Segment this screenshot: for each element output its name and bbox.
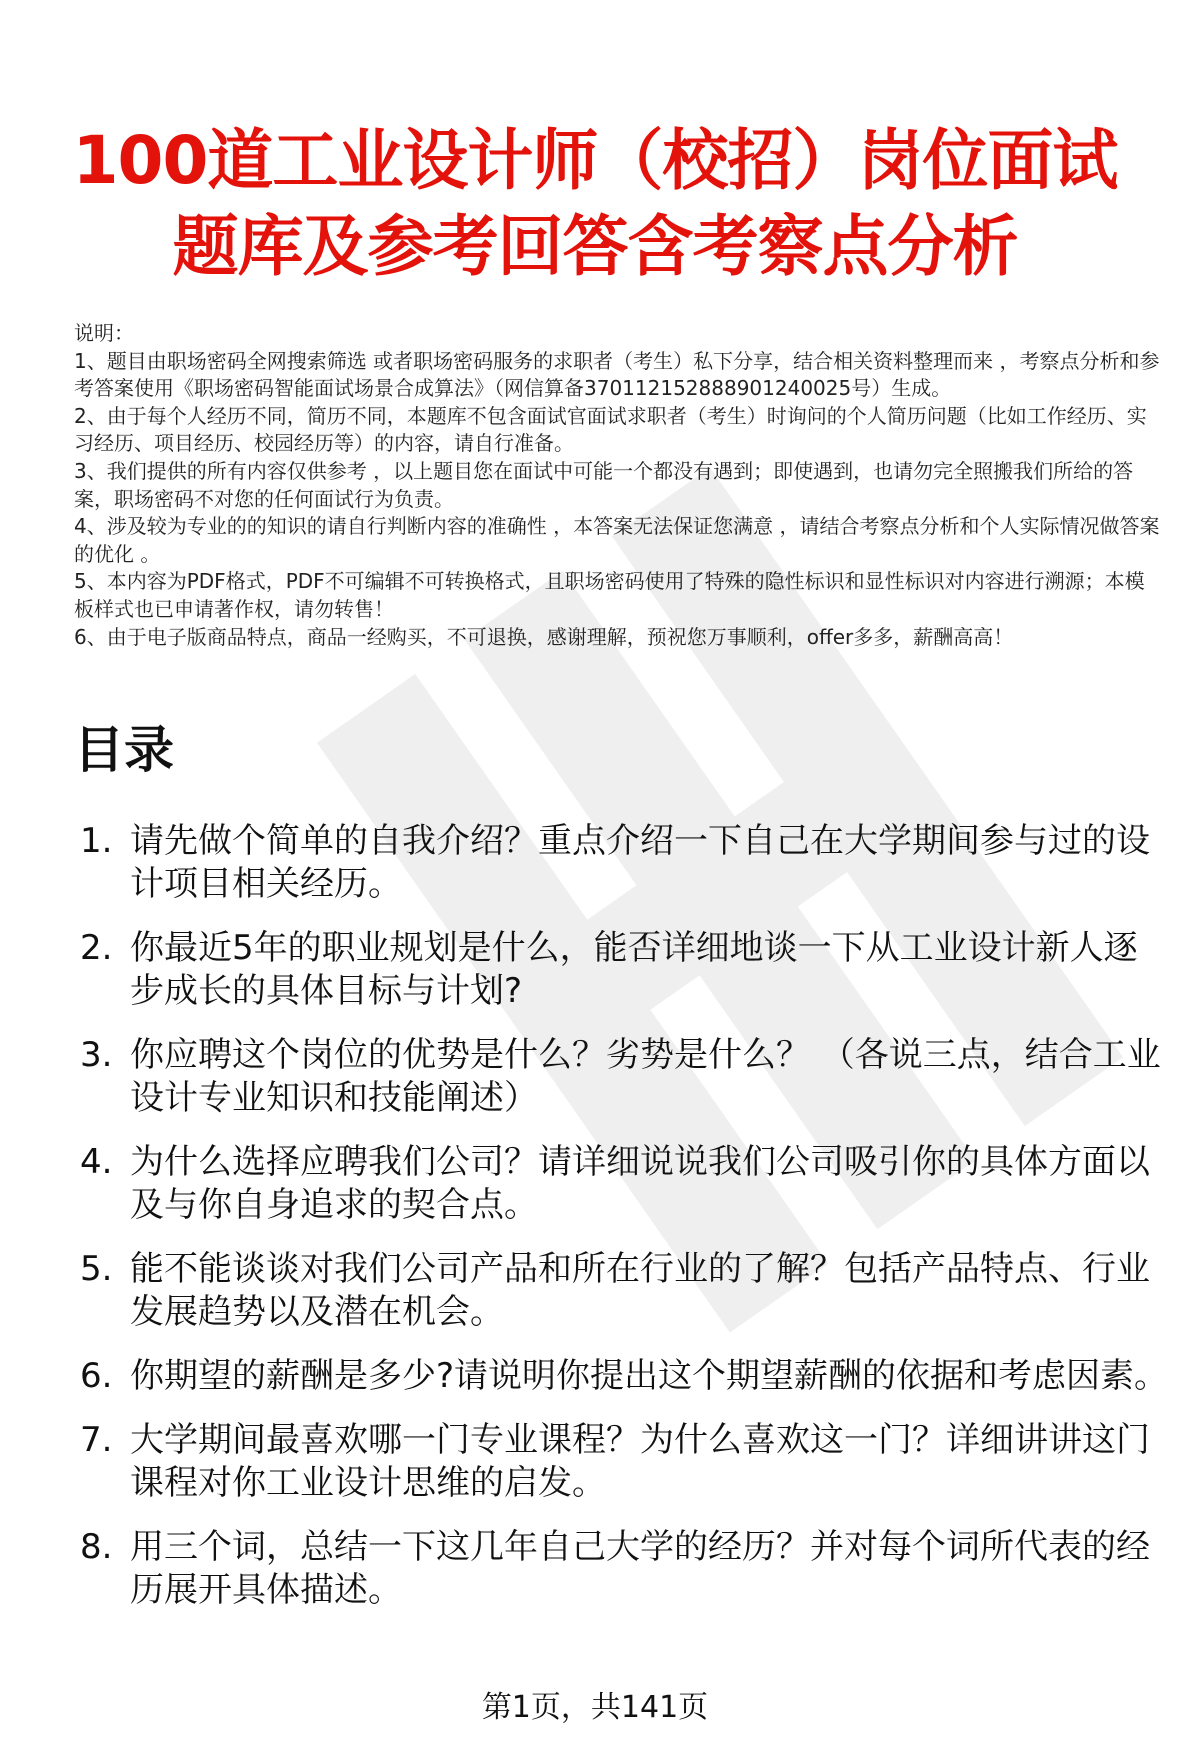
toc-item-text: 请先做个简单的自我介绍？重点介绍一下自己在大学期间参与过的设计项目相关经历。 (130, 821, 1150, 904)
toc-heading: 目录 (74, 721, 174, 779)
toc-item[interactable] (74, 927, 1170, 1013)
toc-item-number: 5. (80, 1249, 113, 1289)
toc-item-text: 能不能谈谈对我们公司产品和所在行业的了解？包括产品特点、行业发展趋势以及潜在机会。 (130, 1249, 1150, 1332)
notes-item: 2、由于每个人经历不同，简历不同，本题库不包含面试官面试求职者（考生）时询问的个人简历问题（比如工作经历、实习经历、项目经历、校园经历等）的内容，请自行准备。 (74, 403, 1147, 456)
toc-item-number: 1. (80, 821, 113, 861)
notes-item: 3、我们提供的所有内容仅供参考 ，以上题目您在面试中可能一个都没有遇到；即使遇到，也请勿完全照搬我们所给的答案，职场密码不对您的任何面试行为负责。 (74, 458, 1134, 511)
toc-item-number: 6. (80, 1356, 113, 1396)
page-title (60, 118, 1130, 290)
toc-item[interactable] (74, 820, 1170, 906)
notes-item: 6、由于电子版商品特点，商品一经购买，不可退换，感谢理解，预祝您万事顺利，offer多多，薪酬高高！ (74, 624, 1014, 649)
toc-item[interactable] (74, 1355, 1170, 1398)
title-line-2: 题库及参考回答含考察点分析 (172, 208, 1018, 285)
toc-item-number: 4. (80, 1142, 113, 1182)
toc-item-number: 7. (80, 1420, 113, 1460)
toc-item[interactable] (74, 1141, 1170, 1227)
toc-item-text: 为什么选择应聘我们公司？请详细说说我们公司吸引你的具体方面以及与你自身追求的契合点。 (130, 1142, 1150, 1225)
toc-item-number: 2. (80, 928, 113, 968)
toc-item-text: 大学期间最喜欢哪一门专业课程？为什么喜欢这一门？详细讲讲这门课程对你工业设计思维的启发。 (130, 1420, 1150, 1503)
notes-item: 1、题目由职场密码全网搜索筛选 或者职场密码服务的求职者（考生）私下分享，结合相关资料整理而来 ，考察点分析和参考答案使用《职场密码智能面试场景合成算法》（网信算备370112152888901240025号）生成。 (74, 348, 1160, 401)
toc-item[interactable] (74, 1526, 1170, 1612)
notes-item: 5、本内容为PDF格式，PDF不可编辑不可转换格式，且职场密码使用了特殊的隐性标识和显性标识对内容进行溯源；本模板样式也已申请著作权，请勿转售！ (74, 569, 1145, 621)
toc-list (74, 820, 1170, 1633)
toc-item-text: 你期望的薪酬是多少?请说明你提出这个期望薪酬的依据和考虑因素。 (130, 1356, 1169, 1396)
page-footer (0, 1688, 1190, 1728)
notes-item: 4、涉及较为专业的的知识的请自行判断内容的准确性 ，本答案无法保证您满意 ，请结合考察点分析和个人实际情况做答案的优化 。 (74, 514, 1160, 566)
toc-item-text: 你应聘这个岗位的优势是什么？劣势是什么？ （各说三点，结合工业设计专业知识和技能阐述） (130, 1035, 1161, 1118)
toc-item-text: 用三个词，总结一下这几年自己大学的经历？并对每个词所代表的经历展开具体描述。 (130, 1527, 1150, 1610)
toc-item[interactable] (74, 1034, 1170, 1120)
toc-item-number: 3. (80, 1035, 113, 1075)
toc-item[interactable] (74, 1248, 1170, 1334)
toc-item-text: 你最近5年的职业规划是什么，能否详细地谈一下从工业设计新人逐步成长的具体目标与计划? (130, 928, 1138, 1011)
page-number: 第1页，共141页 (481, 1690, 709, 1725)
title-line-1: 100道工业设计师（校招）岗位面试 (72, 122, 1118, 199)
toc-item-number: 8. (80, 1527, 113, 1567)
toc-item[interactable] (74, 1419, 1170, 1505)
notes-label: 说明： (74, 321, 134, 345)
notes-section (74, 320, 1164, 651)
